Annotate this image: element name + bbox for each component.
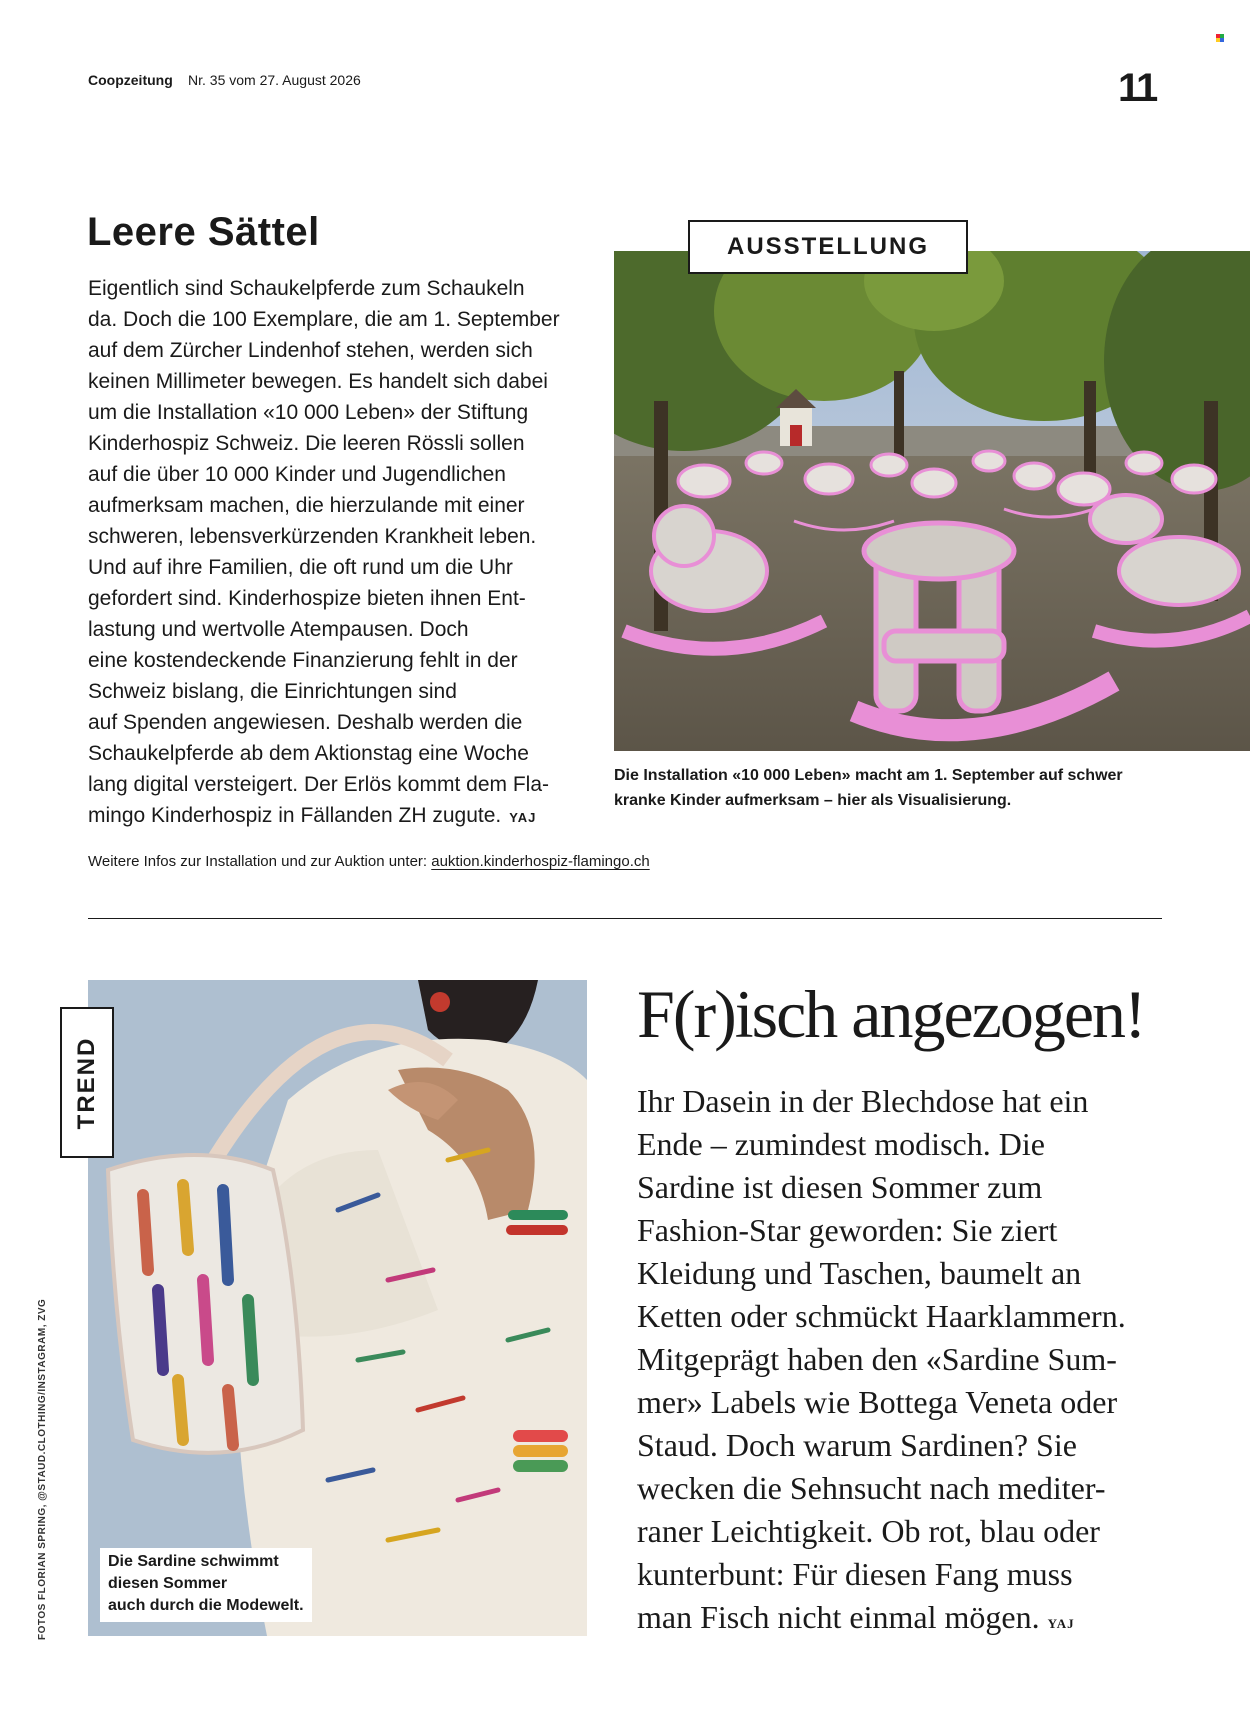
article-body-frisch-angezogen — [637, 1080, 1177, 1645]
auction-link[interactable]: auktion.kinderhospiz-flamingo.ch — [431, 853, 650, 870]
publication-name: Coopzeitung — [88, 72, 173, 88]
section-tag-trend-label: TREND — [73, 1036, 100, 1129]
author-signature: YAJ — [1047, 1616, 1075, 1631]
author-signature: YAJ — [509, 810, 537, 825]
photo-credit: FOTOS FLORIAN SPRING, @STAUD.CLOTHING/INSTAGRAM, ZVG — [37, 1298, 48, 1640]
sardine-fashion-photo — [88, 980, 587, 1636]
section-tag-trend — [60, 1007, 114, 1158]
color-mark-icon — [1216, 34, 1224, 42]
installation-photo — [614, 251, 1250, 751]
article-body-leere-saettel — [88, 273, 578, 833]
issue-date: Nr. 35 vom 27. August 2026 — [188, 72, 361, 88]
article-body-text: Ihr Dasein in der Blechdose hat ein Ende – zumindest modisch. Die Sardine ist diesen Sommer zum Fashion-Star geworden: Sie ziert Kleidung und Taschen, baumelt an Ketten oder schmückt Haarklammern. Mitgeprägt haben den «Sardine Sum- mer» Labels wie Bottega Veneta oder Staud. Doch warum Sardinen? Sie wecken die Sehnsucht nach mediter- raner Leichtigkeit. Ob rot, blau oder kunterbunt: Für diesen Fang muss man Fisch nicht einmal mögen. — [637, 1083, 1126, 1635]
installation-illustration — [614, 251, 1250, 751]
section-divider — [88, 918, 1162, 919]
article-title-leere-saettel: Leere Sättel — [87, 210, 320, 254]
photo-caption-installation: Die Installation «10 000 Leben» macht am 1. September auf schwer kranke Kinder aufmerksam – hier als Visualisierung. — [614, 767, 1123, 809]
photo-caption-sardine: Die Sardine schwimmt diesen Sommer auch durch die Modewelt. — [100, 1548, 312, 1622]
article-body-text: Eigentlich sind Schaukelpferde zum Schaukeln da. Doch die 100 Exemplare, die am 1. September auf dem Zürcher Lindenhof stehen, werden sich keinen Millimeter bewegen. Es handelt sich dabei um die Installation «10 000 Leben» der Stiftung Kinderhospiz Schweiz. Die leeren Rössli sollen auf die über 10 000 Kinder und Jugendlichen aufmerksam machen, die hierzulande mit einer schweren, lebensverkürzenden Krankheit leben. Und auf ihre Familien, die oft rund um die Uhr gefordert sind. Kinderhospize bieten ihnen Ent- lastung und wertvolle Atempausen. Doch eine kostendeckende Finanzierung fehlt in der Schweiz bislang, die Einrichtungen sind auf Spenden angewiesen. Deshalb werden die Schaukelpferde ab dem Aktionstag eine Woche lang digital versteigert. Der Erlös kommt dem Fla- mingo Kinderhospiz in Fällanden ZH zugute. — [88, 277, 560, 827]
info-line — [88, 853, 650, 870]
info-text: Weitere Infos zur Installation und zur Auktion unter: — [88, 853, 428, 870]
article-title-frisch-angezogen: F(r)isch angezogen! — [637, 976, 1145, 1052]
page-number: 11 — [1118, 66, 1157, 110]
sardine-fashion-illustration — [88, 980, 587, 1636]
section-tag-ausstellung: AUSSTELLUNG — [688, 220, 968, 274]
